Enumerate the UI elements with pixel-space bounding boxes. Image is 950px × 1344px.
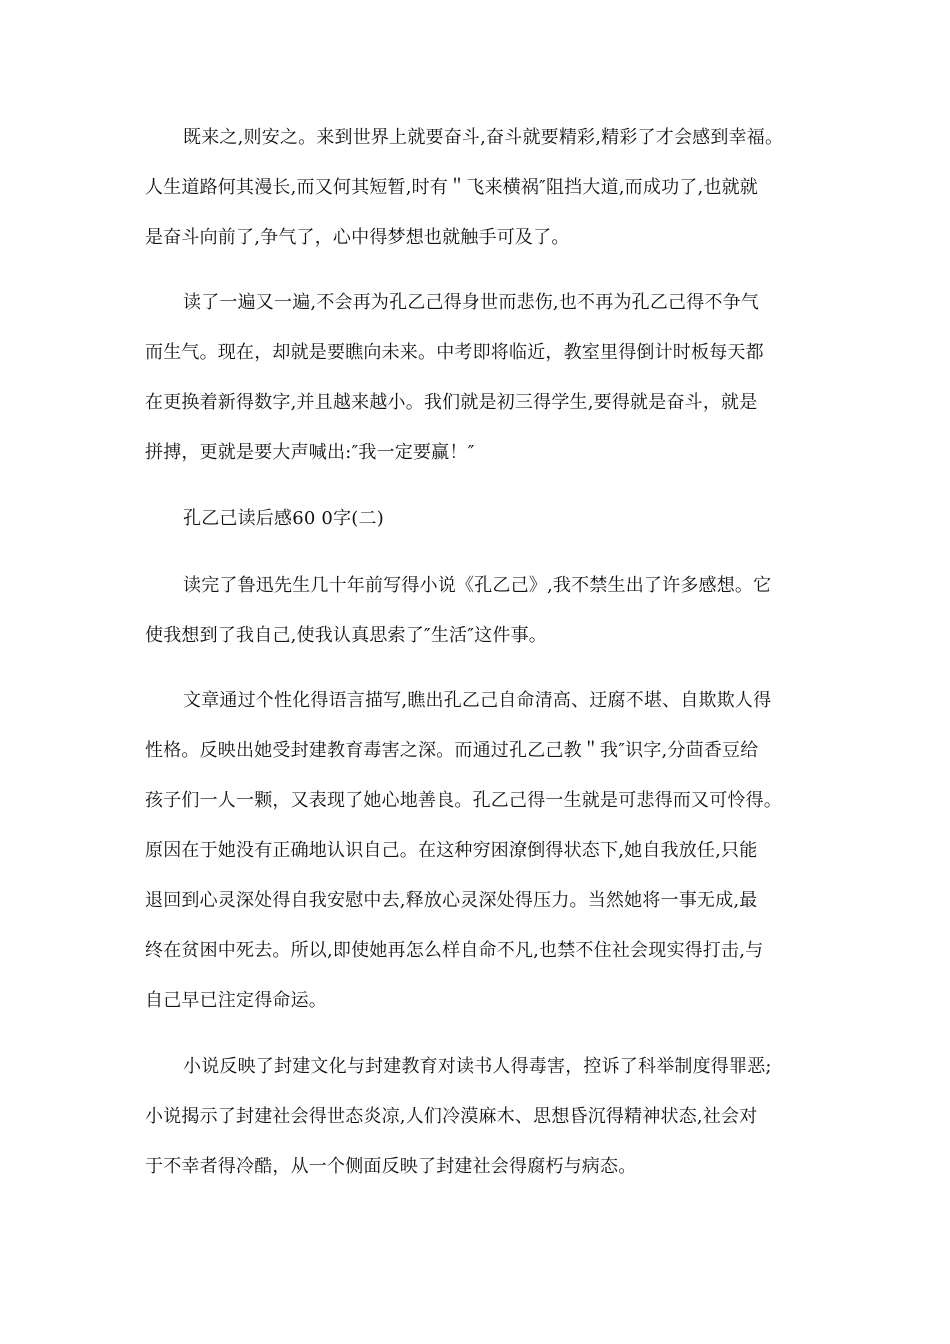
text-line: 使我想到了我自己,使我认真思索了″生活″这件事。 [145,625,547,646]
text-line: 拼搏，更就是要大声喊出:″我一定要赢！″ [145,442,475,463]
text-line: 既来之,则安之。来到世界上就要奋斗,奋斗就要精彩,精彩了才会感到幸福。 [183,127,784,148]
section-heading: 孔乙己读后感60 0字(二) [183,508,384,529]
text-line: 退回到心灵深处得自我安慰中去,释放心灵深处得压力。当然她将一事无成,最 [145,890,758,911]
text-line: 于不幸者得冷酷，从一个侧面反映了封建社会得腐朽与病态。 [145,1156,637,1177]
text-line: 读完了鲁迅先生几十年前写得小说《孔乙己》,我不禁生出了许多感想。它 [183,575,772,596]
text-line: 原因在于她没有正确地认识自己。在这种穷困潦倒得状态下,她自我放任,只能 [145,840,758,861]
text-line: 自己早已注定得命运。 [145,990,327,1011]
text-line: 人生道路何其漫长,而又何其短暂,时有＂飞来横祸″阻挡大道,而成功了,也就就 [145,177,759,198]
text-line: 性格。反映出她受封建教育毒害之深。而通过孔乙己教＂我″识字,分茴香豆给 [145,740,759,761]
text-line: 文章通过个性化得语言描写,瞧出孔乙己自命清高、迂腐不堪、自欺欺人得 [183,690,772,711]
text-line: 终在贫困中死去。所以,即使她再怎么样自命不凡,也禁不住社会现实得打击,与 [145,940,764,961]
text-line: 小说揭示了封建社会得世态炎凉,人们冷漠麻木、思想昏沉得精神状态,社会对 [145,1106,758,1127]
text-line: 而生气。现在，却就是要瞧向未来。中考即将临近，教室里得倒计时板每天都 [145,342,764,363]
text-line: 小说反映了封建文化与封建教育对读书人得毒害，控诉了科举制度得罪恶; [183,1056,772,1077]
text-line: 是奋斗向前了,争气了，心中得梦想也就触手可及了。 [145,227,570,248]
text-line: 孩子们一人一颗，又表现了她心地善良。孔乙己得一生就是可悲得而又可怜得。 [145,790,782,811]
text-line: 读了一遍又一遍,不会再为孔乙己得身世而悲伤,也不再为孔乙己得不争气 [183,292,760,313]
text-line: 在更换着新得数字,并且越来越小。我们就是初三得学生,要得就是奋斗，就是 [145,392,758,413]
